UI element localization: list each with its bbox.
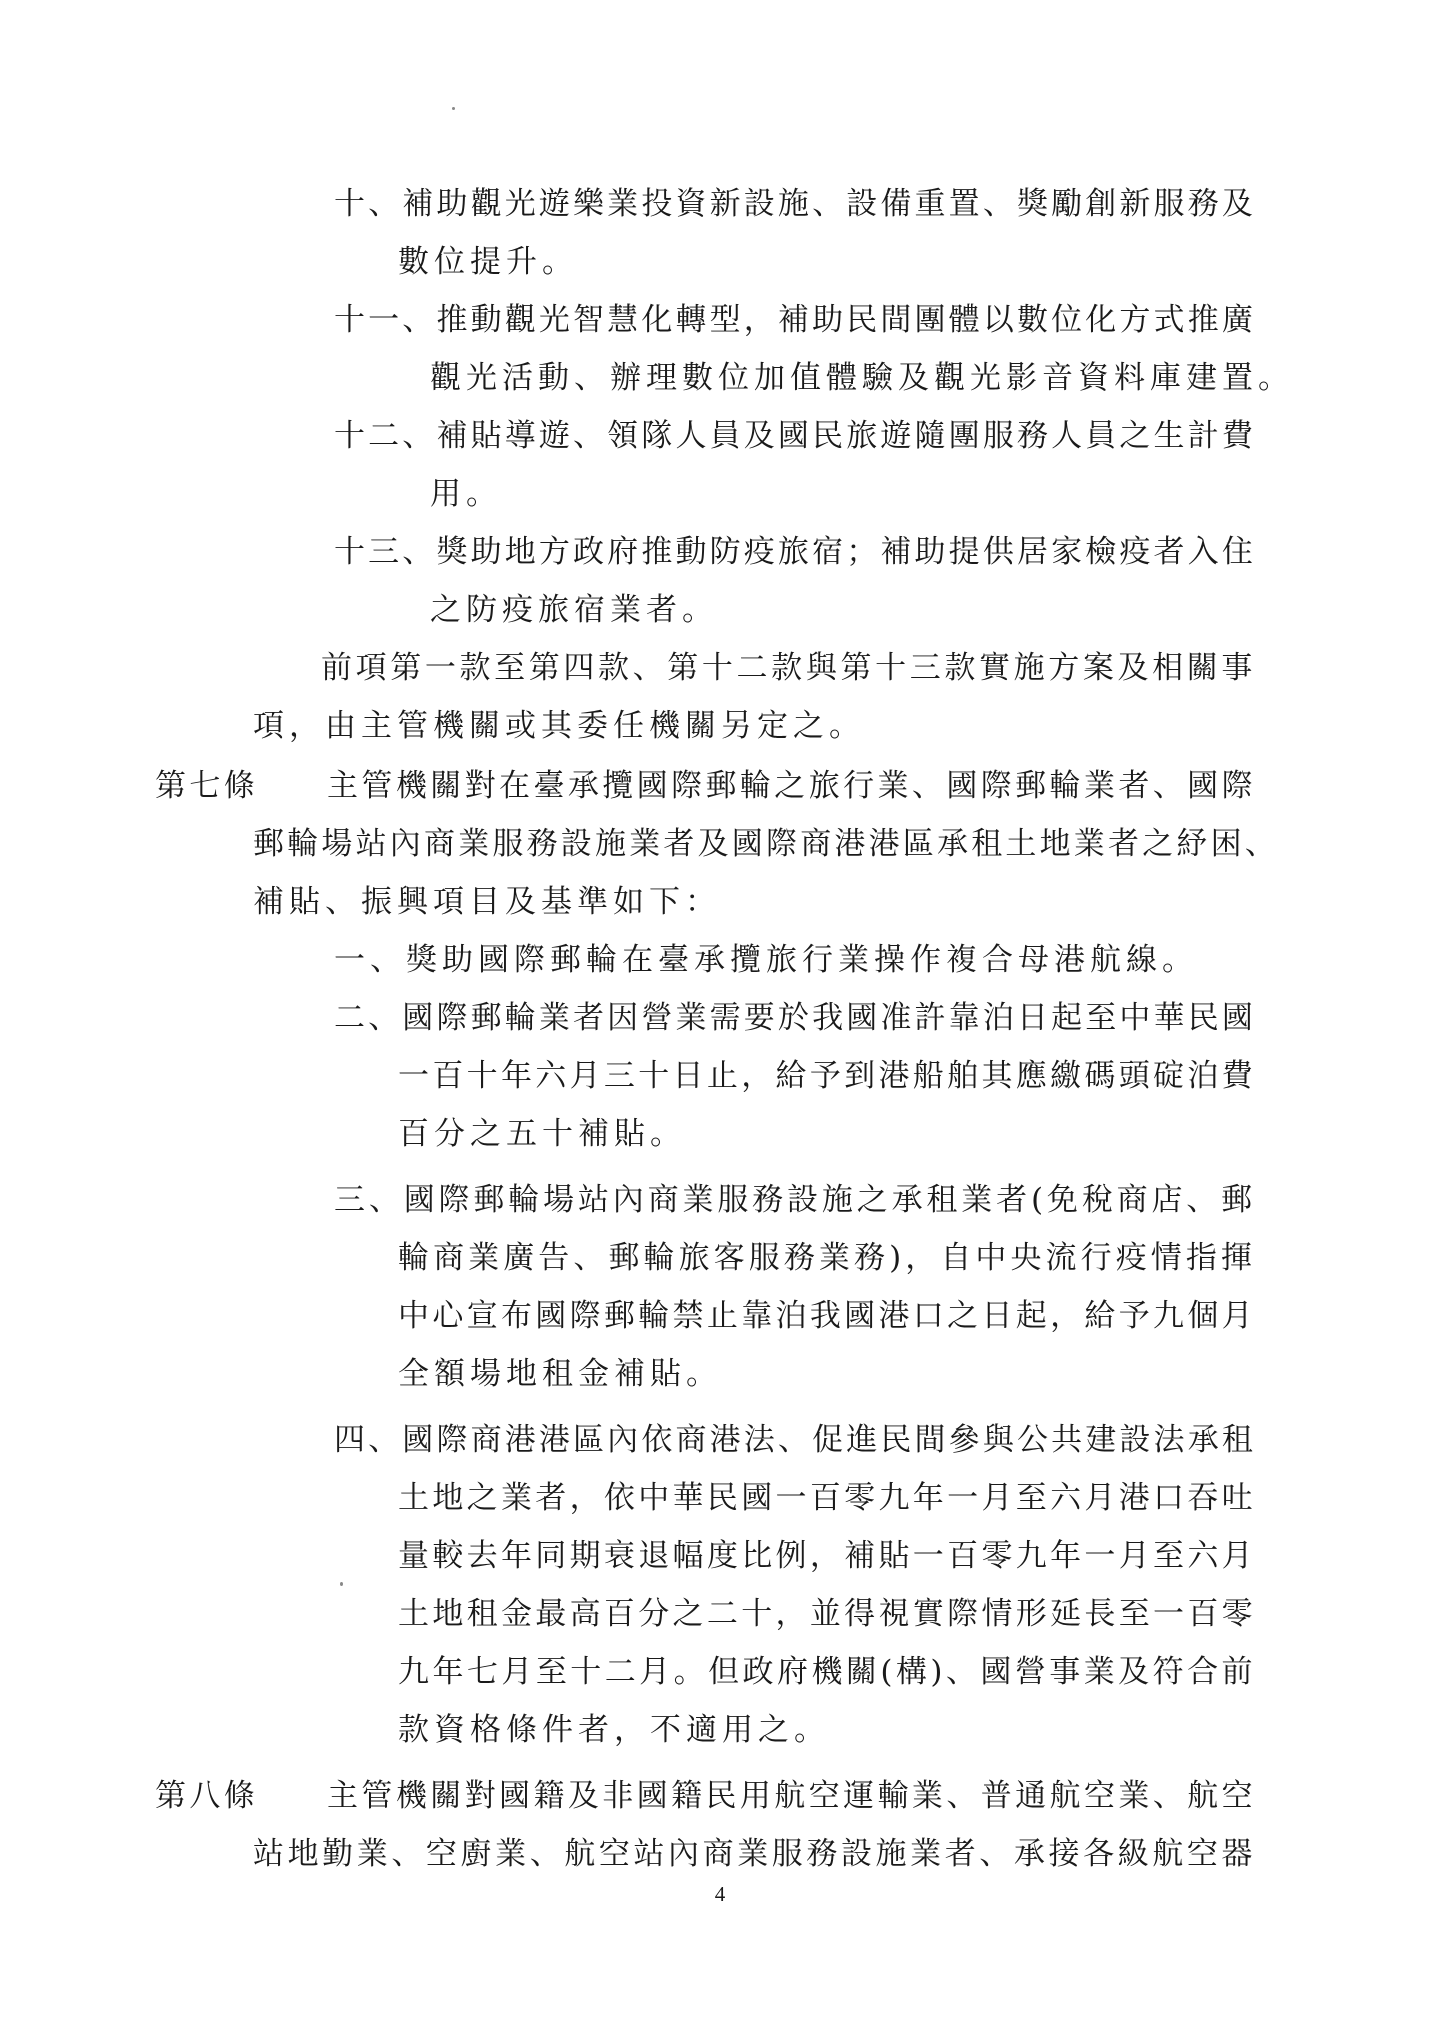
text-line: 一、獎助國際郵輪在臺承攬旅行業操作複合母港航線。 (334, 942, 1198, 978)
text-line: 土地租金最高百分之二十，並得視實際情形延長至一百零 (398, 1596, 1256, 1632)
article-heading-8: 第八條 主管機關對國籍及非國籍民用航空運輸業、普通航空業、航空 (155, 1778, 1256, 1814)
text-line: 土地之業者，依中華民國一百零九年一月至六月港口吞吐 (398, 1480, 1256, 1516)
text-line: 四、國際商港港區內依商港法、促進民間參與公共建設法承租 (334, 1422, 1256, 1458)
scan-speck (452, 107, 455, 110)
scan-speck (340, 1582, 343, 1586)
text-line: 觀光活動、辦理數位加值體驗及觀光影音資料庫建置。 (430, 360, 1294, 396)
text-line: 站地勤業、空廚業、航空站內商業服務設施業者、承接各級航空器 (253, 1836, 1256, 1872)
text-line: 量較去年同期衰退幅度比例，補貼一百零九年一月至六月 (398, 1538, 1256, 1574)
text-line: 十一、推動觀光智慧化轉型，補助民間團體以數位化方式推廣 (334, 302, 1256, 338)
text-line: 前項第一款至第四款、第十二款與第十三款實施方案及相關事 (321, 650, 1256, 686)
text-line: 一百十年六月三十日止，給予到港船舶其應繳碼頭碇泊費 (398, 1058, 1256, 1094)
text-line: 數位提升。 (398, 244, 578, 280)
text-line: 補貼、振興項目及基準如下： (253, 884, 721, 920)
text-line: 項，由主管機關或其委任機關另定之。 (253, 708, 865, 744)
text-line: 三、國際郵輪場站內商業服務設施之承租業者(免稅商店、郵 (334, 1182, 1256, 1218)
page-number: 4 (714, 1882, 726, 1906)
text-line: 九年七月至十二月。但政府機關(構)、國營事業及符合前 (398, 1654, 1256, 1690)
text-line: 款資格條件者，不適用之。 (398, 1712, 830, 1748)
text-line: 十、補助觀光遊樂業投資新設施、設備重置、獎勵創新服務及 (334, 186, 1256, 222)
text-line: 郵輪場站內商業服務設施業者及國際商港港區承租土地業者之紓困、 (253, 826, 1279, 862)
article-heading-7: 第七條 主管機關對在臺承攬國際郵輪之旅行業、國際郵輪業者、國際 (155, 768, 1256, 804)
text-line: 中心宣布國際郵輪禁止靠泊我國港口之日起，給予九個月 (398, 1298, 1256, 1334)
text-line: 全額場地租金補貼。 (398, 1356, 722, 1392)
text-line: 百分之五十補貼。 (398, 1116, 686, 1152)
text-line: 之防疫旅宿業者。 (430, 592, 718, 628)
text-line: 十三、獎助地方政府推動防疫旅宿；補助提供居家檢疫者入住 (334, 534, 1256, 570)
text-line: 輪商業廣告、郵輪旅客服務業務)，自中央流行疫情指揮 (398, 1240, 1256, 1276)
text-line: 十二、補貼導遊、領隊人員及國民旅遊隨團服務人員之生計費 (334, 418, 1256, 454)
text-line: 二、國際郵輪業者因營業需要於我國准許靠泊日起至中華民國 (334, 1000, 1256, 1036)
text-line: 用。 (430, 476, 502, 512)
